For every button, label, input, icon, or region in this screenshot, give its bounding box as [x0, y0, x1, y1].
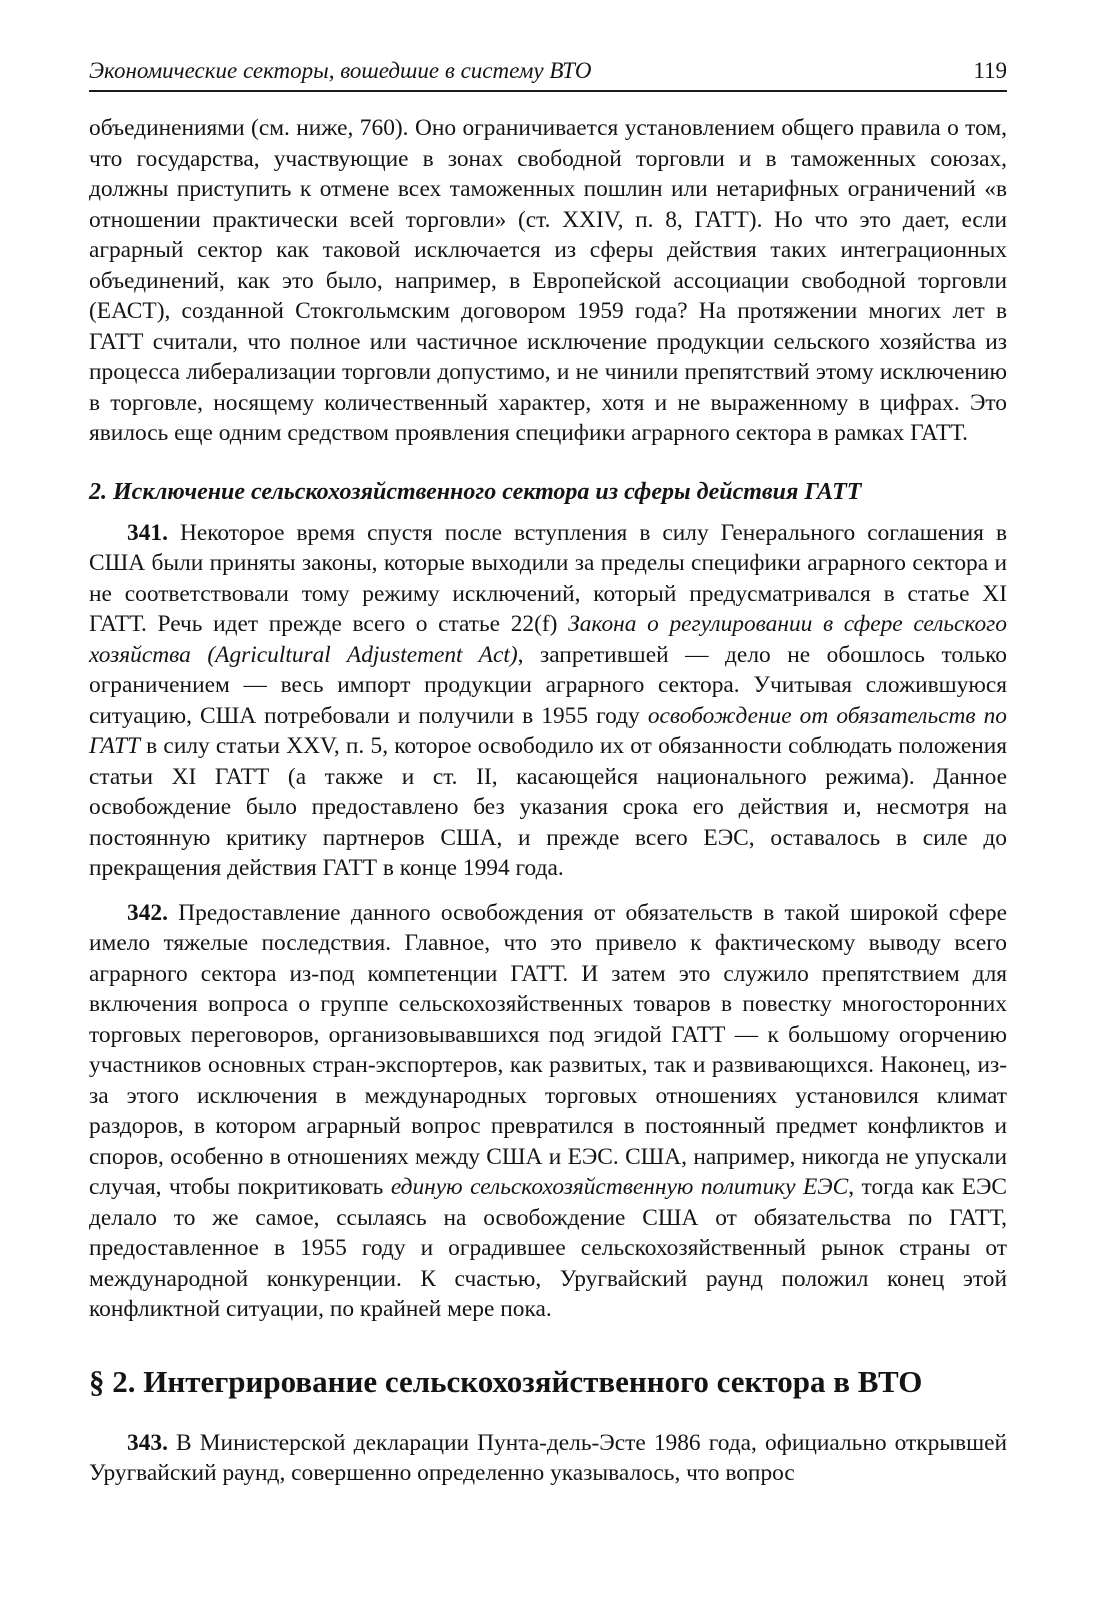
page-body	[89, 113, 1007, 1489]
subsection-heading: 2. Исключение сельскохозяйственного сектора из сферы действия ГАТТ	[89, 478, 862, 505]
italic-phrase: Закона о регулировании в сфере сельского хозяйства (Agricultural Adjustement Act)	[89, 611, 1007, 668]
paragraph-341	[89, 518, 1007, 884]
page-number: 119	[973, 58, 1007, 83]
running-title: Экономические секторы, вошедшие в систему ВТО	[89, 58, 592, 83]
paragraph-number: 342.	[127, 899, 168, 926]
running-header	[89, 58, 1007, 92]
paragraph-continuation: объединениями (см. ниже, 760). Оно ограничивается установлением общего правила о том, что государства, участвующие в зонах свободной торговли и в таможенных союзах, должны приступить к отмене всех таможенных пошлин или нетарифных ограничений «в отношении практически всей торговли» (ст. XXIV, п. 8, ГАТТ). Но что это дает, если аграрный сектор как таковой исключается из сферы действия таких интеграционных объединений, как это было, например, в Европейской ассоциации свободной торговли (ЕАСТ), созданной Стокгольмским договором 1959 года? На протяжении многих лет в ГАТТ считали, что полное или частичное исключение продукции сельского хозяйства из процесса либерализации торговли допустимо, и не чинили препятствий этому исключению в торговле, носящему количественный характер, хотя и не выраженному в цифрах. Это явилось еще одним средством проявления специфики аграрного сектора в рамках ГАТТ.	[89, 115, 1007, 446]
paragraph-text: Некоторое время спустя после вступления в силу Генерального соглашения в США были приняты законы, которые выходили за пределы специфики аграрного сектора и не соответствовали тому режиму исключений, который предусматривался в статье XI ГАТТ. Речь идет прежде всего о статье 22(f)	[89, 519, 1007, 637]
paragraph-number: 341.	[127, 519, 168, 546]
italic-phrase: единую сельскохозяйственную политику ЕЭС	[390, 1174, 849, 1200]
paragraph-number: 343.	[127, 1429, 168, 1456]
paragraph-text: Предоставление данного освобождения от обязательств в такой широкой сфере имело тяжелые последствия. Главное, что это привело к фактическому выводу всего аграрного сектора из-под компетенции ГАТТ. И затем это служило препятствием для включения вопроса о группе сельскохозяйственных товаров в повестку многосторонних торговых переговоров, организовывавшихся под эгидой ГАТТ — к большому огорчению участников основных стран-экспортеров, как развитых, так и развивающихся. Наконец, из-за этого исключения в международных торговых отношениях установился климат раздоров, в котором аграрный вопрос превратился в постоянный предмет конфликтов и споров, особенно в отношениях между США и ЕЭС. США, например, никогда не упускали случая, чтобы покритиковать	[89, 899, 1007, 1200]
paragraph-text: В Министерской декларации Пунта-дель-Эсте 1986 года, официально открывшей Уругвайский раунд, совершенно определенно указывалось, что вопрос	[89, 1429, 1007, 1486]
paragraph-text: , тогда как ЕЭС делало то же самое, ссылаясь на освобождение США от обязательства по ГАТТ, предоставленное в 1955 году и оградившее сельскохозяйственный рынок страны от международной конкуренции. К счастью, Уругвайский раунд положил конец этой конфликтной ситуации, по крайней мере пока.	[89, 1174, 1007, 1322]
paragraph-text: , запретившей — дело не обошлось только ограничением — весь импорт продукции аграрного сектора. Учитывая сложившуюся ситуацию, США потребовали и получили в 1955 году	[89, 641, 1007, 729]
book-page	[89, 58, 1007, 1489]
section-heading: § 2. Интегрирование сельскохозяйственного сектора в ВТО	[89, 1363, 923, 1399]
paragraph-342	[89, 898, 1007, 1325]
italic-phrase: освобождение от обязательств по ГАТТ	[89, 702, 1008, 759]
paragraph-343	[89, 1428, 1007, 1489]
paragraph-text: в силу статьи XXV, п. 5, которое освободило их от обязанности соблюдать положения статьи XI ГАТТ (а также и ст. II, касающейся национального режима). Данное освобождение было предоставлено без указания срока его действия и, несмотря на постоянную критику партнеров США, и прежде всего ЕЭС, оставалось в силе до прекращения действия ГАТТ в конце 1994 года.	[89, 733, 1007, 881]
